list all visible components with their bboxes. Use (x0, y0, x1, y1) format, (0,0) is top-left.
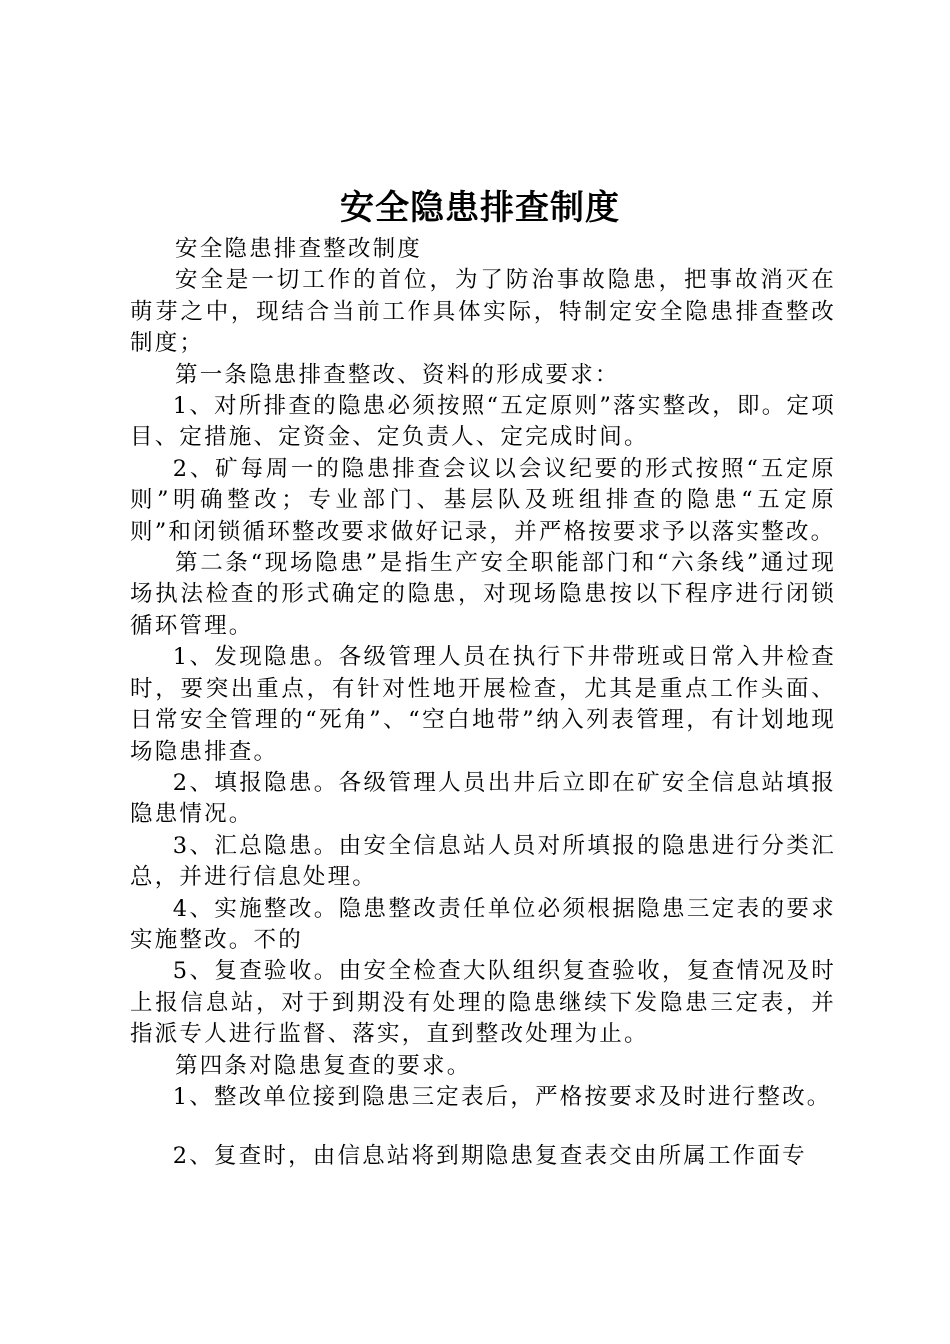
paragraph-item: 4、实施整改。隐患整改责任单位必须根据隐患三定表的要求实施整改。不的 (130, 895, 836, 953)
paragraph-item: 1、对所排查的隐患必须按照“五定原则”落实整改，即。定项目、定措施、定资金、定负责人、定完成时间。 (130, 393, 836, 451)
paragraph-item: 2、填报隐患。各级管理人员出井后立即在矿安全信息站填报隐患情况。 (130, 769, 836, 828)
paragraph-article-1: 第一条隐患排查整改、资料的形成要求： (175, 361, 620, 388)
document-body (130, 234, 836, 1173)
paragraph-item: 2、复查时，由信息站将到期隐患复查表交由所属工作面专 (172, 1143, 807, 1170)
paragraph-subtitle: 安全隐患排查整改制度 (175, 236, 423, 262)
paragraph-article-2: 第二条“现场隐患”是指生产安全职能部门和“六条线”通过现场执法检查的形式确定的隐患，对现场隐患按以下程序进行闭锁循环管理。 (130, 550, 836, 639)
paragraph-item: 2、矿每周一的隐患排查会议以会议纪要的形式按照“五定原则”明确整改；专业部门、基层队及班组排查的隐患“五定原则”和闭锁循环整改要求做好记录，并严格按要求予以落实整改。 (130, 455, 836, 545)
paragraph-item: 1、整改单位接到隐患三定表后，严格按要求及时进行整改。 (172, 1083, 832, 1110)
paragraph-item: 1、发现隐患。各级管理人员在执行下井带班或日常入井检查时，要突出重点，有针对性地开展检查，尤其是重点工作头面、日常安全管理的“死角”、“空白地带”纳入列表管理，有计划地现场隐患排查。 (130, 644, 836, 765)
paragraph-item: 3、汇总隐患。由安全信息站人员对所填报的隐患进行分类汇总，并进行信息处理。 (130, 832, 836, 891)
document-title: 安全隐患排查制度 (340, 188, 620, 228)
paragraph-item: 5、复查验收。由安全检查大队组织复查验收，复查情况及时上报信息站，对于到期没有处理的隐患继续下发隐患三定表，并指派专人进行监督、落实，直到整改处理为止。 (130, 958, 836, 1048)
paragraph-intro: 安全是一切工作的首位，为了防治事故隐患，把事故消灭在萌芽之中，现结合当前工作具体实际，特制定安全隐患排查整改制度； (130, 267, 836, 357)
paragraph-article-4: 第四条对隐患复查的要求。 (175, 1052, 472, 1079)
